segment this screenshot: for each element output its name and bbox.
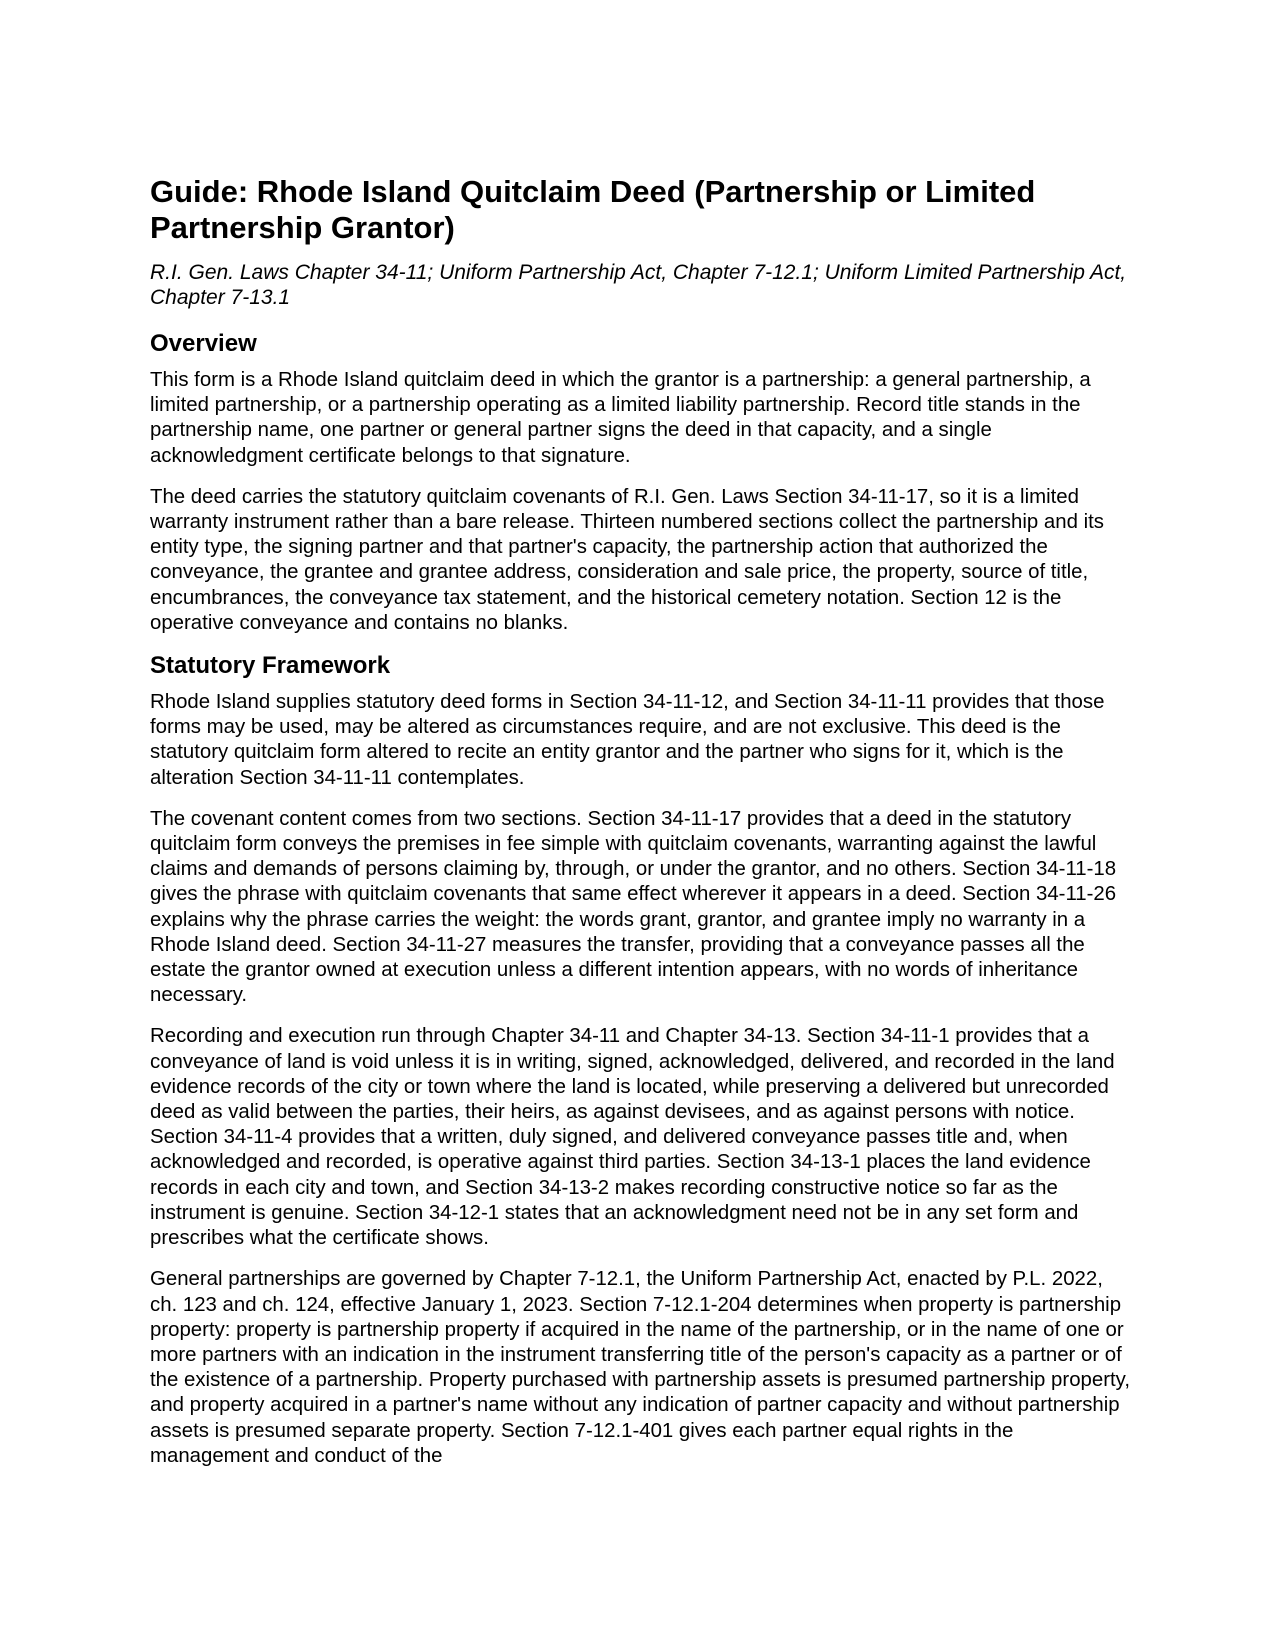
document-subtitle: R.I. Gen. Laws Chapter 34-11; Uniform Partnership Act, Chapter 7-12.1; Uniform Limited Partnership Act, Chapter 7-13.1 [150,261,1127,309]
paragraph: Recording and execution run through Chapter 34-11 and Chapter 34-13. Section 34-11-1 provides that a conveyance of land is void unless it is in writing, signed, acknowledged, delivered, and recorded in the land evidence records of the city or town where the land is located, while preserving a delivered but unrecorded deed as valid between the parties, their heirs, as against devisees, and as against persons with notice. Section 34-11-4 provides that a written, duly signed, and delivered conveyance passes title and, when acknowledged and recorded, is operative against third parties. Section 34-13-1 places the land evidence records in each city and town, and Section 34-13-2 makes recording constructive notice so far as the instrument is genuine. Section 34-12-1 states that an acknowledgment need not be in any set form and prescribes what the certificate shows. [150,1025,1115,1250]
section-overview [150,330,1130,636]
paragraph: Rhode Island supplies statutory deed forms in Section 34-11-12, and Section 34-11-11 provides that those forms may be used, may be altered as circumstances require, and are not exclusive. This deed is the statutory quitclaim form altered to recite an entity grantor and the partner who signs for it, which is the alteration Section 34-11-11 contemplates. [150,691,1105,789]
paragraph: The deed carries the statutory quitclaim covenants of R.I. Gen. Laws Section 34-11-17, so it is a limited warranty instrument rather than a bare release. Thirteen numbered sections collect the partnership and its entity type, the signing partner and that partner's capacity, the partnership action that authorized the conveyance, the grantee and grantee address, consideration and sale price, the property, source of title, encumbrances, the conveyance tax statement, and the historical cemetery notation. Section 12 is the operative conveyance and contains no blanks. [150,485,1104,634]
section-heading: Overview [150,330,257,357]
paragraph: This form is a Rhode Island quitclaim deed in which the grantor is a partnership: a general partnership, a limited partnership, or a partnership operating as a limited liability partnership. Record title stands in the partnership name, one partner or general partner signs the deed in that capacity, and a single acknowledgment certificate belongs to that signature. [150,369,1091,467]
document-page [150,174,1130,1485]
document-title: Guide: Rhode Island Quitclaim Deed (Partnership or Limited Partnership Grantor) [150,174,1036,245]
paragraph: General partnerships are governed by Chapter 7-12.1, the Uniform Partnership Act, enacted by P.L. 2022, ch. 123 and ch. 124, effective January 1, 2023. Section 7-12.1-204 determines when property is partnership property: property is partnership property if acquired in the name of the partnership, or in the name of one or more partners with an indication in the instrument transferring title of the person's capacity as a partner or of the existence of a partnership. Property purchased with partnership assets is presumed partnership property, and property acquired in a partner's name without any indication of partner capacity and without partnership assets is presumed separate property. Section 7-12.1-401 gives each partner equal rights in the management and conduct of the [150,1268,1131,1467]
paragraph: The covenant content comes from two sections. Section 34-11-17 provides that a deed in the statutory quitclaim form conveys the premises in fee simple with quitclaim covenants, warranting against the lawful claims and demands of persons claiming by, through, or under the grantor, and no others. Section 34-11-18 gives the phrase with quitclaim covenants that same effect wherever it appears in a deed. Section 34-11-26 explains why the phrase carries the weight: the words grant, grantor, and grantee imply no warranty in a Rhode Island deed. Section 34-11-27 measures the transfer, providing that a conveyance passes all the estate the grantor owned at execution unless a different intention appears, with no words of inheritance necessary. [150,807,1117,1007]
section-heading: Statutory Framework [150,652,391,680]
section-statutory-framework [150,652,1130,1469]
